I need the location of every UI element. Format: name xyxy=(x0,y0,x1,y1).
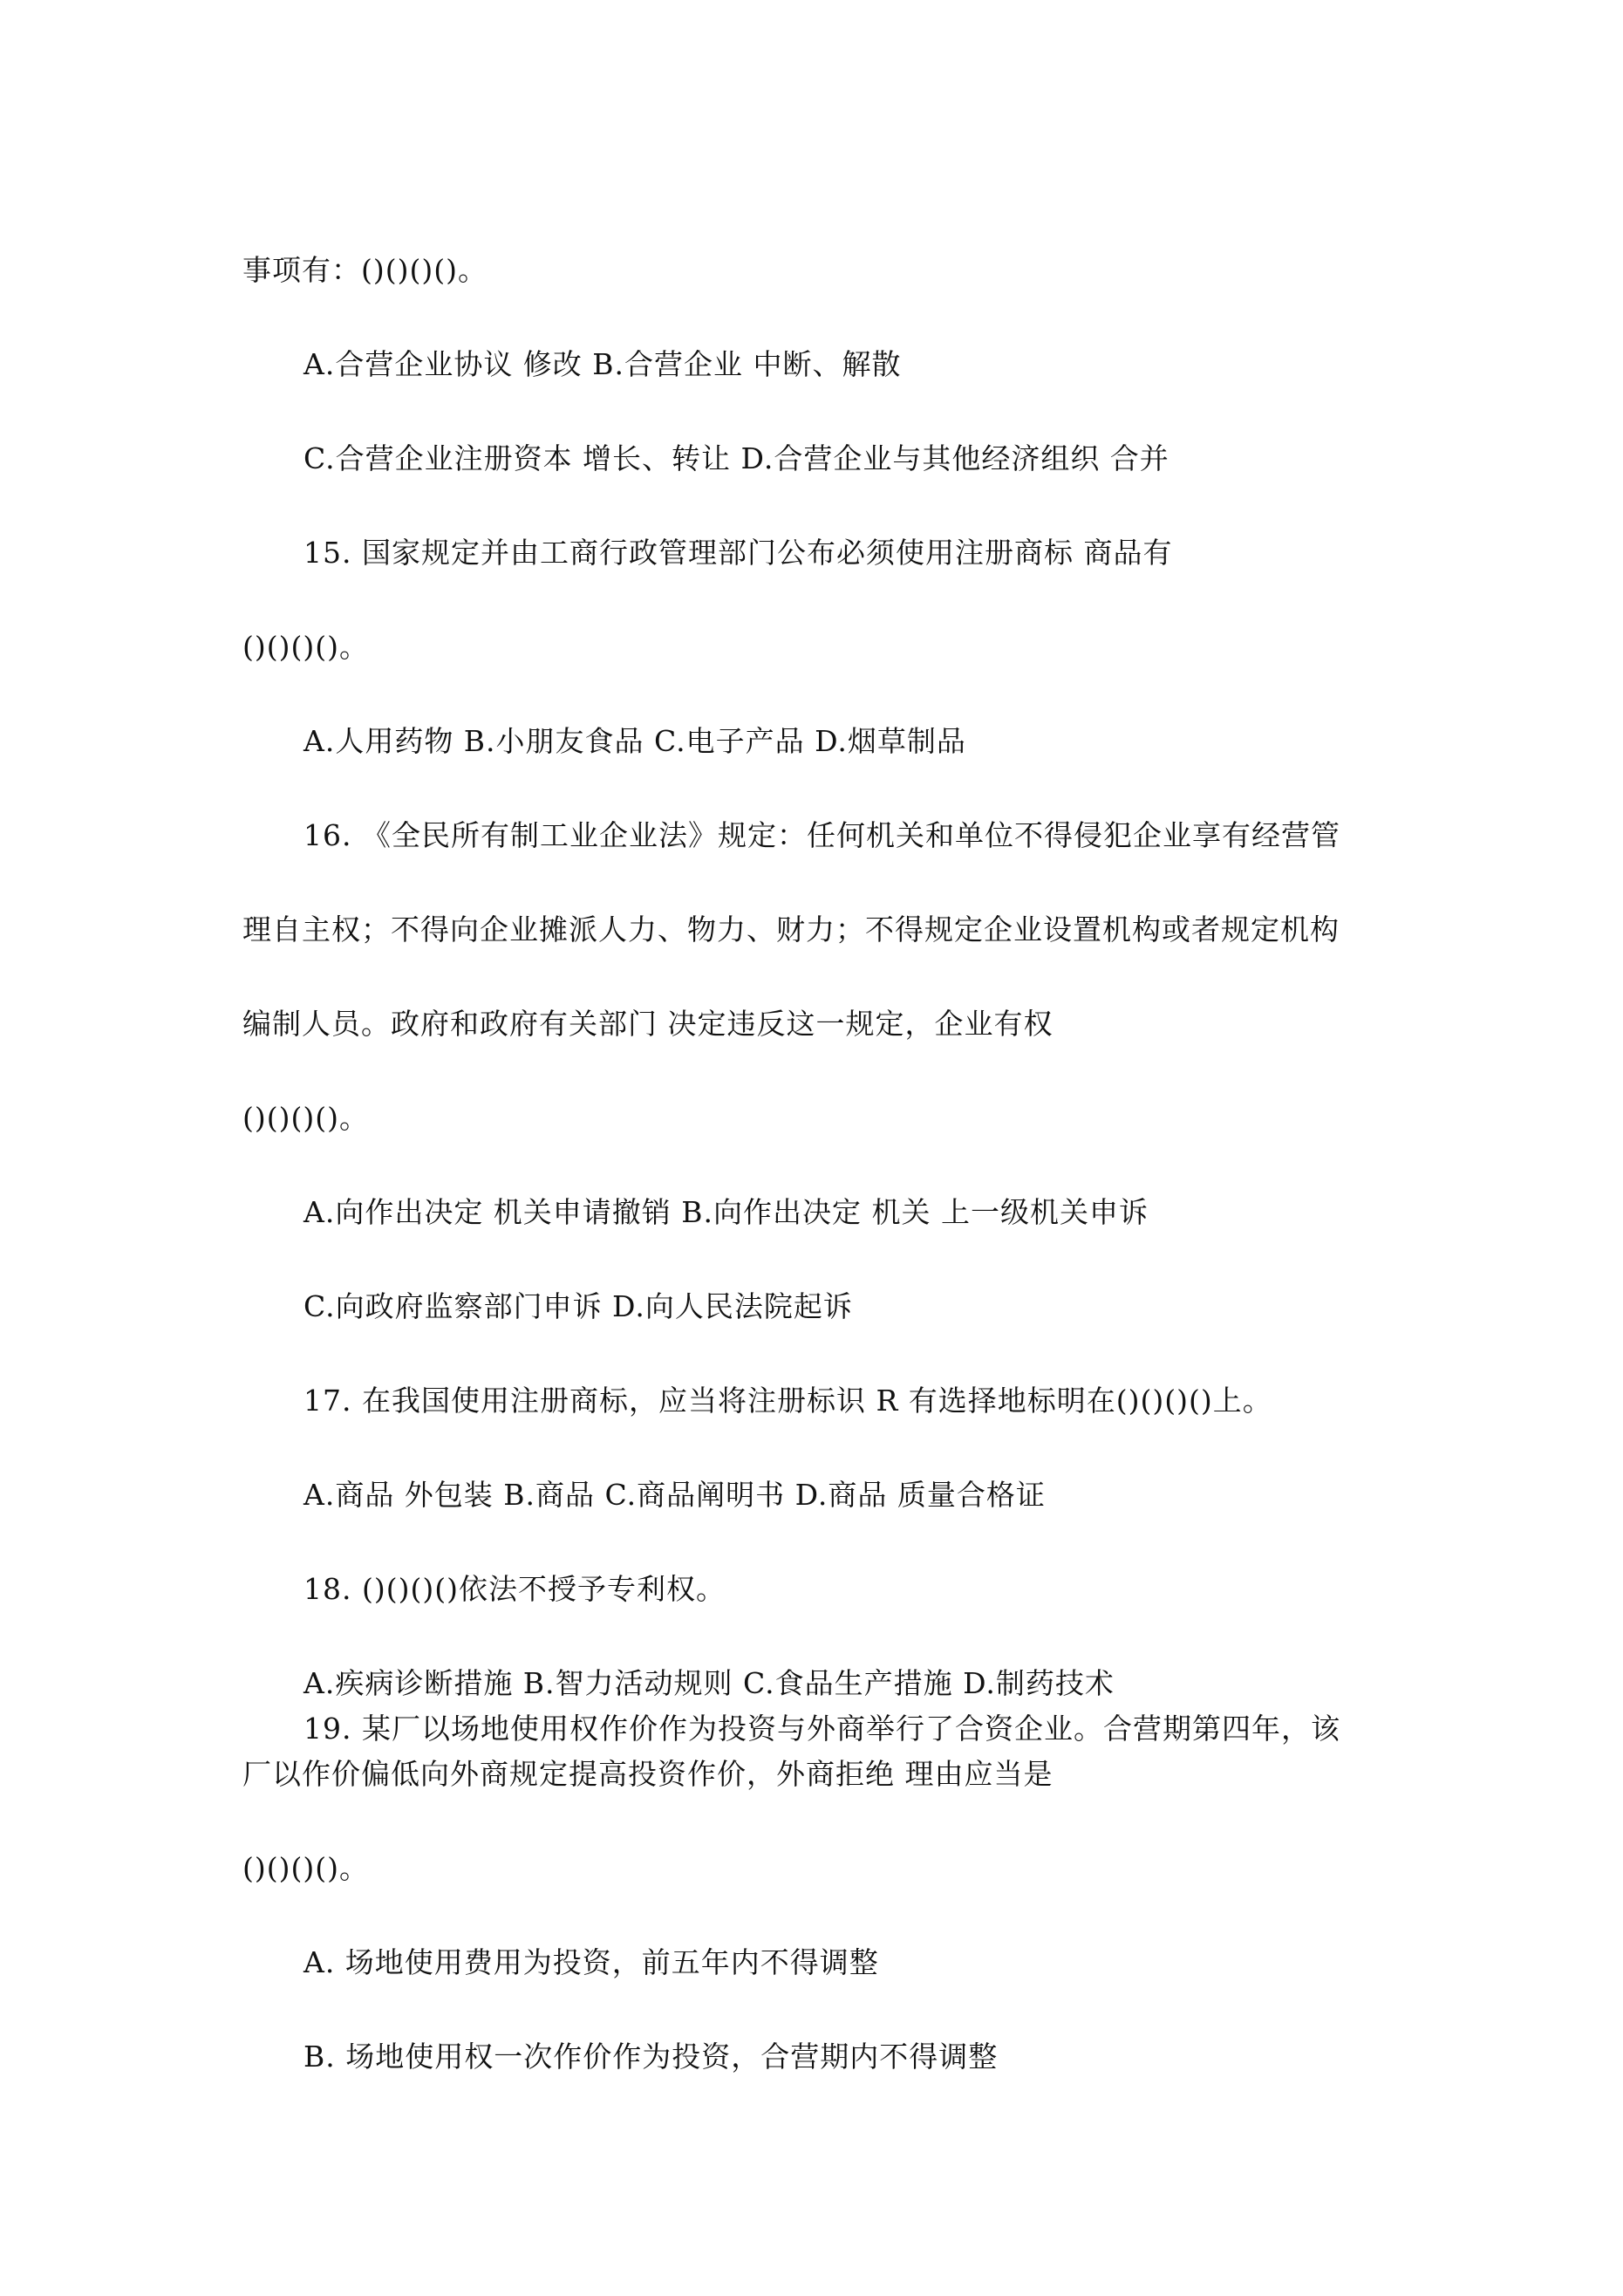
text-line: 事项有：()()()()。 xyxy=(242,253,488,287)
text-line: B. 场地使用权一次作价作为投资，合营期内不得调整 xyxy=(303,2040,999,2074)
text-line: 编制人员。政府和政府有关部门 决定违反这一规定，企业有权 xyxy=(242,1007,1054,1041)
text-line: C.合营企业注册资本 增长、转让 D.合营企业与其他经济组织 合并 xyxy=(303,441,1170,475)
text-line: C.向政府监察部门申诉 D.向人民法院起诉 xyxy=(303,1289,853,1323)
text-line: A.商品 外包装 B.商品 C.商品阐明书 D.商品 质量合格证 xyxy=(303,1478,1046,1512)
text-line: 理自主权；不得向企业摊派人力、物力、财力；不得规定企业设置机构或者规定机构 xyxy=(242,912,1340,946)
text-line: A.向作出决定 机关申请撤销 B.向作出决定 机关 上一级机关申诉 xyxy=(303,1195,1149,1229)
text-line: 15. 国家规定并由工商行政管理部门公布必须使用注册商标 商品有 xyxy=(303,536,1173,570)
text-line: A.人用药物 B.小朋友食品 C.电子产品 D.烟草制品 xyxy=(303,724,966,758)
text-line: A.疾病诊断措施 B.智力活动规则 C.食品生产措施 D.制药技术 xyxy=(303,1666,1115,1700)
text-line: 19. 某厂以场地使用权作价作为投资与外商举行了合资企业。合营期第四年，该 xyxy=(303,1712,1340,1746)
text-line: ()()()()。 xyxy=(242,630,369,664)
text-line: ()()()()。 xyxy=(242,1851,369,1885)
text-line: ()()()()。 xyxy=(242,1101,369,1135)
text-line: 16. 《全民所有制工业企业法》规定：任何机关和单位不得侵犯企业享有经营管 xyxy=(303,818,1340,852)
text-line: 17. 在我国使用注册商标，应当将注册标识 R 有选择地标明在()()()()上。 xyxy=(303,1384,1272,1418)
text-line: A. 场地使用费用为投资，前五年内不得调整 xyxy=(303,1945,879,1979)
text-line: A.合营企业协议 修改 B.合营企业 中断、解散 xyxy=(303,347,902,381)
text-line: 18. ()()()()依法不授予专利权。 xyxy=(303,1572,726,1606)
text-line: 厂以作价偏低向外商规定提高投资作价，外商拒绝 理由应当是 xyxy=(242,1757,1054,1791)
